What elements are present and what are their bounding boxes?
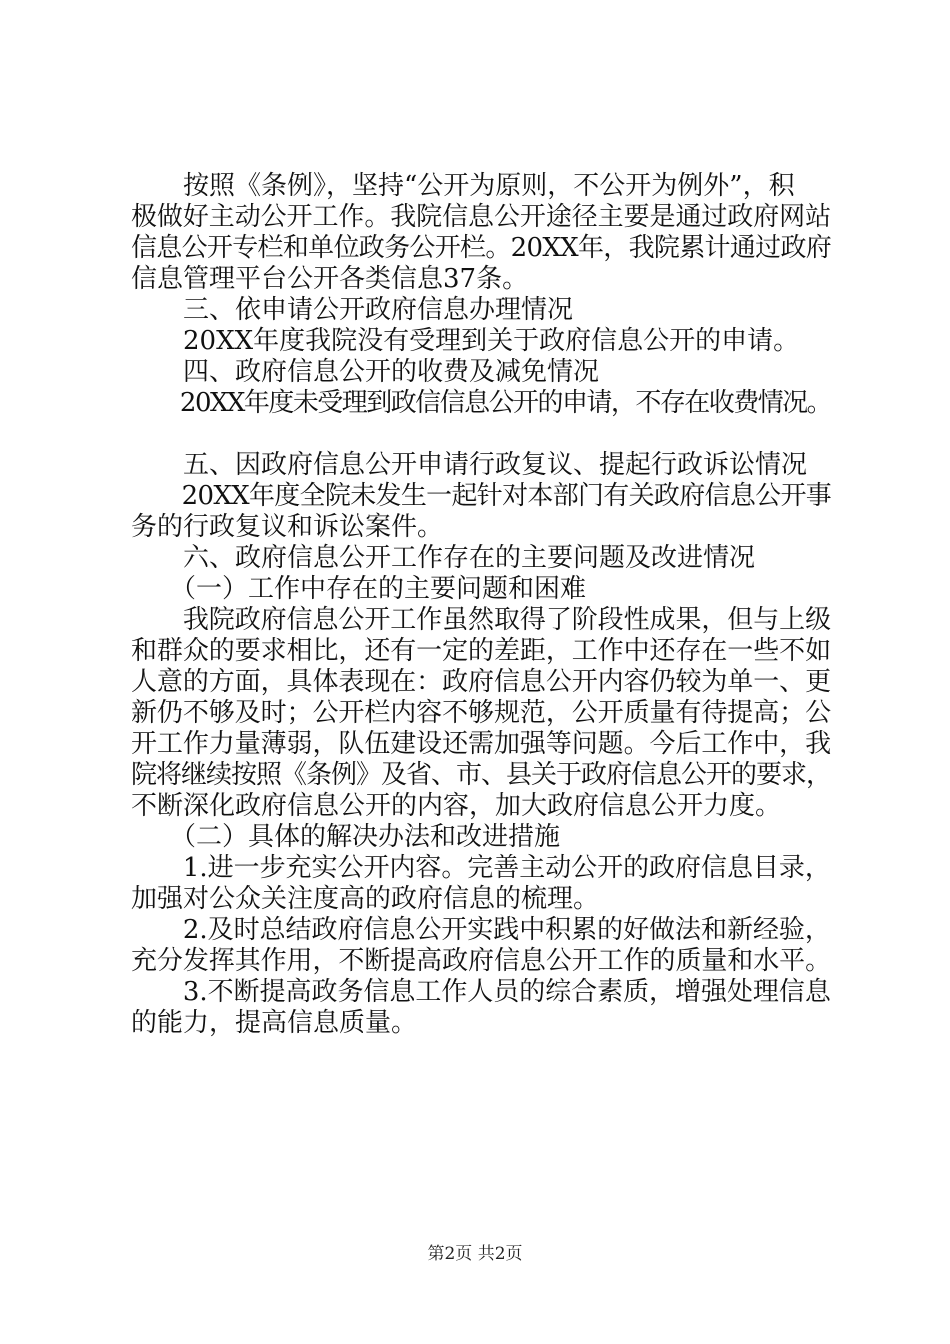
text-line xyxy=(131,419,831,450)
text-line: 新仍不够及时；公开栏内容不够规范，公开质量有待提高；公 xyxy=(131,698,832,728)
text-line: 五、因政府信息公开申请行政复议、提起行政诉讼情况 xyxy=(131,450,808,480)
text-line: 我院政府信息公开工作虽然取得了阶段性成果，但与上级 xyxy=(131,605,832,635)
text-line: 院将继续按照《条例》及省、市、县关于政府信息公开的要求， xyxy=(131,760,832,790)
text-line: 3.不断提高政务信息工作人员的综合素质，增强处理信息 xyxy=(131,977,831,1007)
text-line: 四、政府信息公开的收费及减免情况 xyxy=(131,357,600,387)
text-line: 2.及时总结政府信息公开实践中积累的好做法和新经验， xyxy=(131,915,831,945)
text-line: 务的行政复议和诉讼案件。 xyxy=(131,512,444,542)
text-line: 开工作力量薄弱，队伍建设还需加强等问题。今后工作中，我 xyxy=(131,729,832,759)
text-line: 20XX年度未受理到政信信息公开的申请，不存在收费情况。 xyxy=(131,388,832,418)
page-footer: 第2页 共2页 xyxy=(427,1244,523,1264)
text-line: 三、依申请公开政府信息办理情况 xyxy=(131,295,574,325)
text-line: 按照《条例》，坚持“公开为原则，不公开为例外”，积 xyxy=(131,171,795,201)
text-line: 充分发挥其作用，不断提高政府信息公开工作的质量和水平。 xyxy=(131,946,832,976)
text-line: 人意的方面，具体表现在：政府信息公开内容仍较为单一、更 xyxy=(131,667,832,697)
text-line: 不断深化政府信息公开的内容，加大政府信息公开力度。 xyxy=(131,791,782,821)
text-line: （一）工作中存在的主要问题和困难 xyxy=(131,574,587,604)
text-line: 20XX年度我院没有受理到关于政府信息公开的申请。 xyxy=(131,326,800,356)
text-line: 加强对公众关注度高的政府信息的梳理。 xyxy=(131,884,600,914)
text-line: 和群众的要求相比，还有一定的差距，工作中还存在一些不如 xyxy=(131,636,832,666)
text-line: 六、政府信息公开工作存在的主要问题及改进情况 xyxy=(131,543,756,573)
text-line: 20XX年度全院未发生一起针对本部门有关政府信息公开事 xyxy=(131,481,832,511)
text-line: 极做好主动公开工作。我院信息公开途径主要是通过政府网站 xyxy=(131,202,832,232)
text-line: 的能力，提高信息质量。 xyxy=(131,1008,418,1038)
text-line: 信息公开专栏和单位政务公开栏。20XX年，我院累计通过政府 xyxy=(131,233,832,263)
text-line: （二）具体的解决办法和改进措施 xyxy=(131,822,561,852)
text-line: 信息管理平台公开各类信息37条。 xyxy=(131,264,529,294)
document-body xyxy=(131,171,831,1039)
text-line: 1.进一步充实公开内容。完善主动公开的政府信息目录， xyxy=(131,853,831,883)
